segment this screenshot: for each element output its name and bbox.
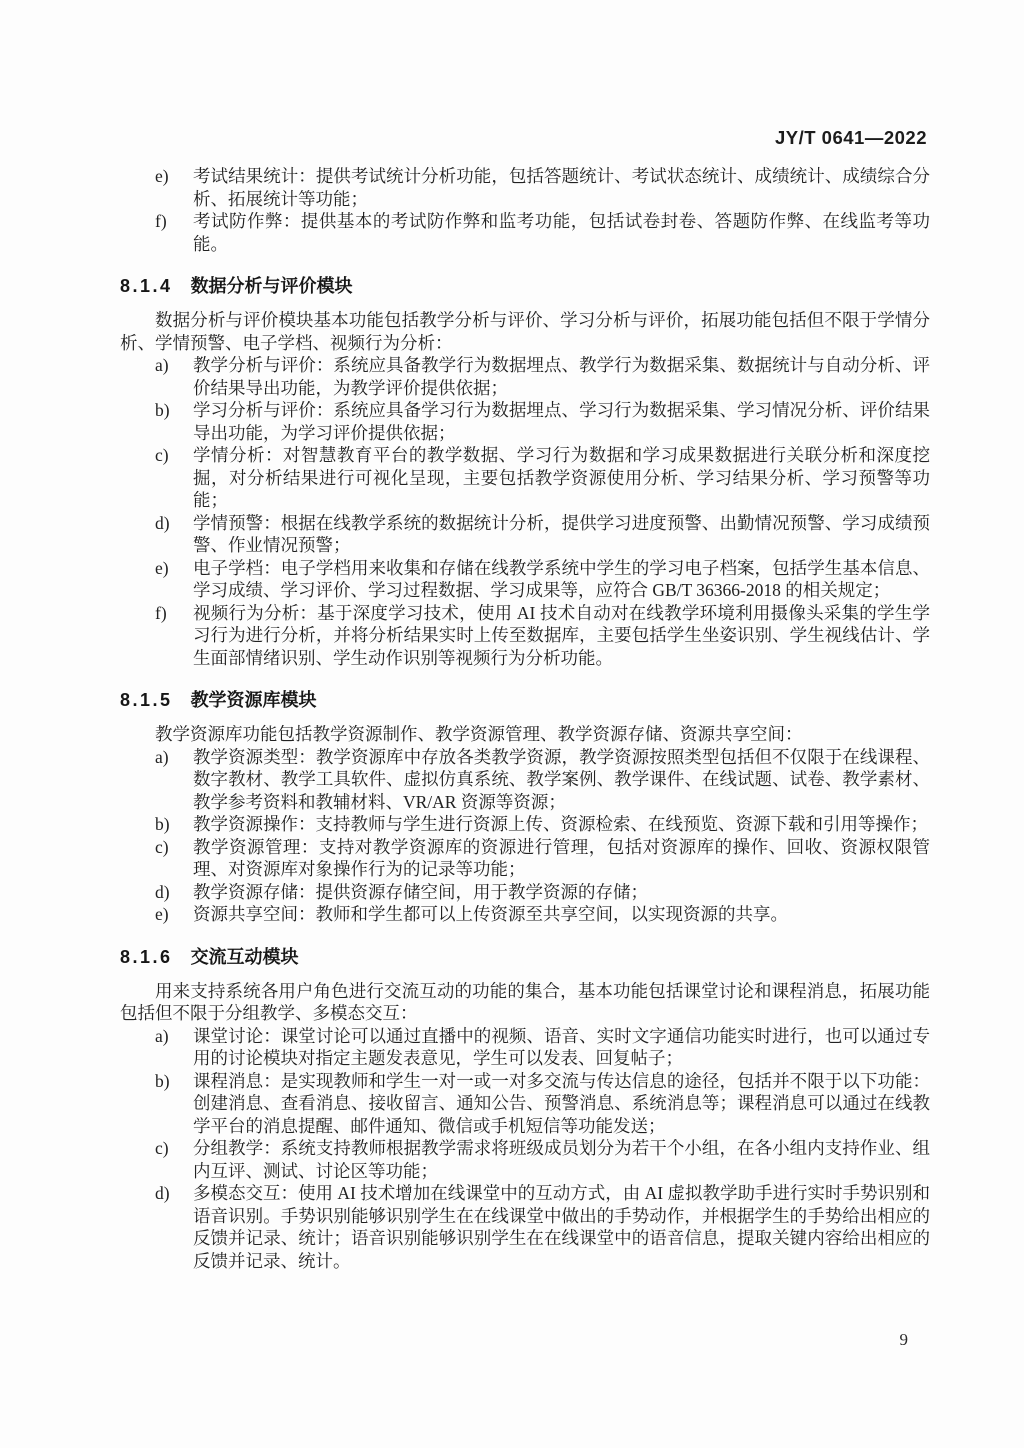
list-item <box>155 512 930 557</box>
section-8-1-5-intro: 教学资源库功能包括教学资源制作、教学资源管理、教学资源存储、资源共享空间： <box>155 724 803 744</box>
section-title: 交流互动模块 <box>190 946 299 967</box>
list-item <box>155 165 930 210</box>
list-data-analysis <box>120 354 930 669</box>
list-item-marker: d) <box>155 512 170 533</box>
section-number: 8.1.6 <box>120 946 173 967</box>
list-item <box>155 1137 930 1182</box>
list-item-marker: f) <box>155 602 167 623</box>
list-item-text: 教学资源管理：支持对教学资源库的资源进行管理，包括对资源库的操作、回收、资源权限管理、对资源库对象操作行为的记录等功能； <box>193 836 930 879</box>
section-8-1-6-intro: 用来支持系统各用户角色进行交流互动的功能的集合，基本功能包括课堂讨论和课程消息，拓展功能包括但不限于分组教学、多模态交互： <box>120 980 930 1023</box>
list-exam-functions <box>120 165 930 255</box>
list-item <box>155 399 930 444</box>
page-header <box>120 127 927 149</box>
list-item <box>155 813 930 836</box>
list-item-marker: a) <box>155 746 169 767</box>
list-item-text: 电子学档：电子学档用来收集和存储在线教学系统中学生的学习电子档案，包括学生基本信息、学习成绩、学习评价、学习过程数据、学习成果等，应符合 GB/T 36366-2018 的相关规定； <box>193 557 930 600</box>
section-8-1-4-intro: 数据分析与评价模块基本功能包括教学分析与评价、学习分析与评价，拓展功能包括但不限于学情分析、学情预警、电子学档、视频行为分析： <box>120 310 930 353</box>
list-item-marker: b) <box>155 1070 170 1091</box>
section-number: 8.1.5 <box>120 690 173 710</box>
list-item-marker: e) <box>155 904 169 924</box>
page-footer <box>900 1330 909 1350</box>
list-item-marker: d) <box>155 1183 170 1203</box>
list-item-text: 教学资源类型：教学资源库中存放各类教学资源，教学资源按照类型包括但不仅限于在线课程、数字教材、教学工具软件、虚拟仿真系统、教学案例、教学课件、在线试题、试卷、教学素材、教学参考资料和教辅材料、VR/AR 资源等资源； <box>193 746 930 812</box>
list-item-text: 考试防作弊：提供基本的考试防作弊和监考功能，包括试卷封卷、答题防作弊、在线监考等功能。 <box>193 211 930 254</box>
list-item-text: 学习分析与评价：系统应具备学习行为数据埋点、学习行为数据采集、学习情况分析、评价结果导出功能，为学习评价提供依据； <box>193 400 930 443</box>
list-item <box>155 1182 930 1272</box>
list-item-text: 视频行为分析：基于深度学习技术，使用 AI 技术自动对在线教学环境利用摄像头采集的学生学习行为进行分析，并将分析结果实时上传至数据库，主要包括学生坐姿识别、学生视线估计、学生面部情绪识别、学生动作识别等视频行为分析功能。 <box>193 602 930 668</box>
list-item <box>155 557 930 602</box>
page-content <box>120 165 930 1272</box>
list-item-text: 学情预警：根据在线教学系统的数据统计分析，提供学习进度预警、出勤情况预警、学习成绩预警、作业情况预警； <box>193 512 930 555</box>
list-item-text: 多模态交互：使用 AI 技术增加在线课堂中的互动方式，由 AI 虚拟教学助手进行实时手势识别和语音识别。手势识别能够识别学生在在线课堂中做出的手势动作，并根据学生的手势给出相应的反馈并记录、统计；语音识别能够识别学生在在线课堂中的语音信息，提取关键内容给出相应的反馈并记录、统计。 <box>193 1183 930 1271</box>
list-item <box>155 746 930 814</box>
doc-code: JY/T 0641—2022 <box>774 127 927 148</box>
section-title: 数据分析与评价模块 <box>190 276 353 296</box>
list-item <box>155 881 930 904</box>
list-item <box>155 836 930 881</box>
list-item-marker: f) <box>155 211 167 231</box>
list-item-text: 教学资源操作：支持教师与学生进行资源上传、资源检索、在线预览、资源下载和引用等操作； <box>193 814 928 834</box>
section-number: 8.1.4 <box>120 276 173 296</box>
list-item-text: 分组教学：系统支持教师根据教学需求将班级成员划分为若干个小组，在各小组内支持作业、组内互评、测试、讨论区等功能； <box>193 1138 930 1181</box>
list-item-text: 教学资源存储：提供资源存储空间，用于教学资源的存储； <box>193 881 648 902</box>
section-heading-8-1-5 <box>120 689 930 712</box>
list-item <box>155 444 930 512</box>
list-item <box>155 210 930 255</box>
list-item-text: 学情分析：对智慧教育平台的教学数据、学习行为数据和学习成果数据进行关联分析和深度挖掘，对分析结果进行可视化呈现，主要包括教学资源使用分析、学习结果分析、学习预警等功能； <box>193 445 930 510</box>
section-heading-8-1-4 <box>120 275 930 298</box>
list-resource-library <box>120 746 930 926</box>
list-item-text: 教学分析与评价：系统应具备教学行为数据埋点、教学行为数据采集、数据统计与自动分析、评价结果导出功能，为教学评价提供依据； <box>193 355 930 398</box>
list-item <box>155 1070 930 1138</box>
list-item-marker: e) <box>155 166 169 186</box>
list-item-marker: b) <box>155 400 170 420</box>
list-item-text: 资源共享空间：教师和学生都可以上传资源至共享空间，以实现资源的共享。 <box>193 904 788 924</box>
list-item-text: 考试结果统计：提供考试统计分析功能，包括答题统计、考试状态统计、成绩统计、成绩综合分析、拓展统计等功能； <box>193 166 930 209</box>
list-item <box>155 903 930 926</box>
list-item <box>155 354 930 399</box>
list-item-marker: c) <box>155 836 169 857</box>
list-item <box>155 602 930 670</box>
list-item-marker: b) <box>155 814 170 834</box>
list-item-marker: a) <box>155 1025 169 1046</box>
section-heading-8-1-6 <box>120 946 930 969</box>
list-item-text: 课程消息：是实现教师和学生一对一或一对多交流与传达信息的途径，包括并不限于以下功能：创建消息、查看消息、接收留言、通知公告、预警消息、系统消息等；课程消息可以通过在线教学平台的消息提醒、邮件通知、微信或手机短信等功能发送； <box>193 1070 930 1136</box>
list-interaction <box>120 1025 930 1273</box>
list-item-marker: c) <box>155 1138 169 1158</box>
list-item-text: 课堂讨论：课堂讨论可以通过直播中的视频、语音、实时文字通信功能实时进行，也可以通过专用的讨论模块对指定主题发表意见，学生可以发表、回复帖子； <box>193 1025 930 1068</box>
list-item <box>155 1025 930 1070</box>
list-item-marker: c) <box>155 445 169 465</box>
list-item-marker: a) <box>155 355 169 375</box>
list-item-marker: e) <box>155 557 169 578</box>
list-item-marker: d) <box>155 881 170 902</box>
section-title: 教学资源库模块 <box>190 690 317 710</box>
page-number: 9 <box>899 1330 908 1349</box>
